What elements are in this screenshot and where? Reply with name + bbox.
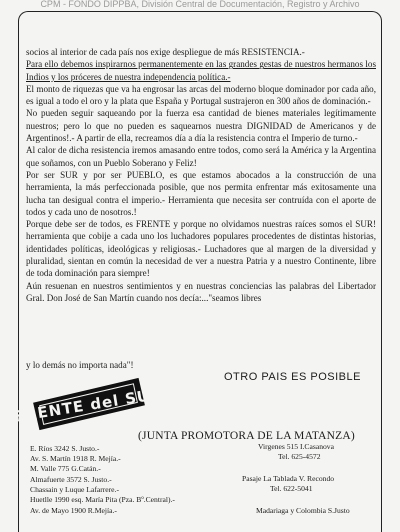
address-left-6: Huetlle 1990 esq. María Pita (Pza. Bº.Central).- bbox=[30, 495, 175, 504]
paragraph-2: Para ello debemos inspirarnos permanentemente en las grandes gestas de nuestros hermanos los Indios y los próceres de nuestra independencia política.- bbox=[26, 59, 376, 82]
address-left-5: Chassain y Luque Lafarrere.- bbox=[30, 485, 119, 494]
address-right-3: Pasaje La Tablada V. Recondo bbox=[242, 474, 335, 483]
address-right-5: Madariaga y Colombia S.Justo bbox=[256, 506, 350, 515]
address-left-2: Av. S. Martín 1918 R. Mejía.- bbox=[30, 454, 121, 463]
slogan: OTRO PAIS ES POSIBLE bbox=[224, 371, 361, 383]
closing-line: y lo demás no importa nada"! bbox=[26, 360, 134, 370]
address-right-2: Tel. 625-4572 bbox=[278, 452, 321, 461]
address-left-3: M. Valle 775 G.Catán.- bbox=[30, 464, 101, 473]
frente-del-sur-logo bbox=[12, 380, 164, 428]
paragraph-3: El monto de riquezas que va ha engrosar las arcas del moderno bloque dominador por cada año, es igual a todo el oro y la plata que España y Portugal sustrajeron en 300 años de dominación.- bbox=[26, 83, 376, 107]
archive-header: CPM - FONDO DIPPBA, División Central de Documentación, Registro y Archivo bbox=[40, 0, 360, 9]
paragraph-4: No pueden seguir saqueando por la fuerza esa cantidad de bienes materiales legítimamente nuestros; pero lo que no pueden es saquearnos nuestra DIGNIDAD de Americanos y de Argentinos!.- A partir de ella, recreamos día a día la resistencia contra el Imperio de turno.- bbox=[26, 108, 376, 144]
logo-lettering: FRENTE del SUR bbox=[12, 384, 164, 426]
address-right-1: Virgenes 515 I.Casanova bbox=[258, 442, 334, 451]
address-left-4: Almafuerte 3572 S. Justo.- bbox=[30, 475, 112, 484]
paragraph-6: Por ser SUR y por ser PUEBLO, es que estamos abocados a la construcción de una herramienta, la más perfeccionada posible, que nos permita enfrentar más exitosamente una lucha tan desigual contra el imperio.- Herramienta que necesita ser contruída con el aporte de todos y cada uno de nosotros.! bbox=[26, 169, 376, 217]
paragraph-1: socios al interior de cada país nos exige despliegue de más RESISTENCIA.- bbox=[26, 47, 305, 57]
address-right-4: Tel. 622-5041 bbox=[270, 484, 313, 493]
paragraph-7: Porque debe ser de todos, es FRENTE y porque no olvidamos nuestras raíces somos el SUR! herramienta que cobije a cada uno los luchadores populares procedentes de distintas historias, identidades políticas, ideológicas y religiosas.- Luchadores que al margen de la diversidad y pluralidad, sientan en común la necesidad de ver a nuestra Patria y a nuestro Continente, libre de toda dominación para siempre! bbox=[26, 219, 376, 279]
document-body bbox=[26, 46, 376, 304]
address-left-7: Av. de Mayo 1900 R.Mejía.- bbox=[30, 506, 117, 515]
address-left-1: E. Ríos 3242 S. Justo.- bbox=[30, 444, 100, 453]
paragraph-8: Aún resuenan en nuestros sentimientos y en nuestras conciencias las palabras del Libertador Gral. Don José de San Martín cuando nos decía:..."seamos libres bbox=[26, 280, 376, 303]
committee-title: (JUNTA PROMOTORA DE LA MATANZA) bbox=[138, 430, 355, 442]
paragraph-5: Al calor de dicha resistencia iremos amasando entre todos, como será la América y la Argentina que soñamos, con un Pueblo Soberano y Feliz! bbox=[26, 145, 376, 168]
